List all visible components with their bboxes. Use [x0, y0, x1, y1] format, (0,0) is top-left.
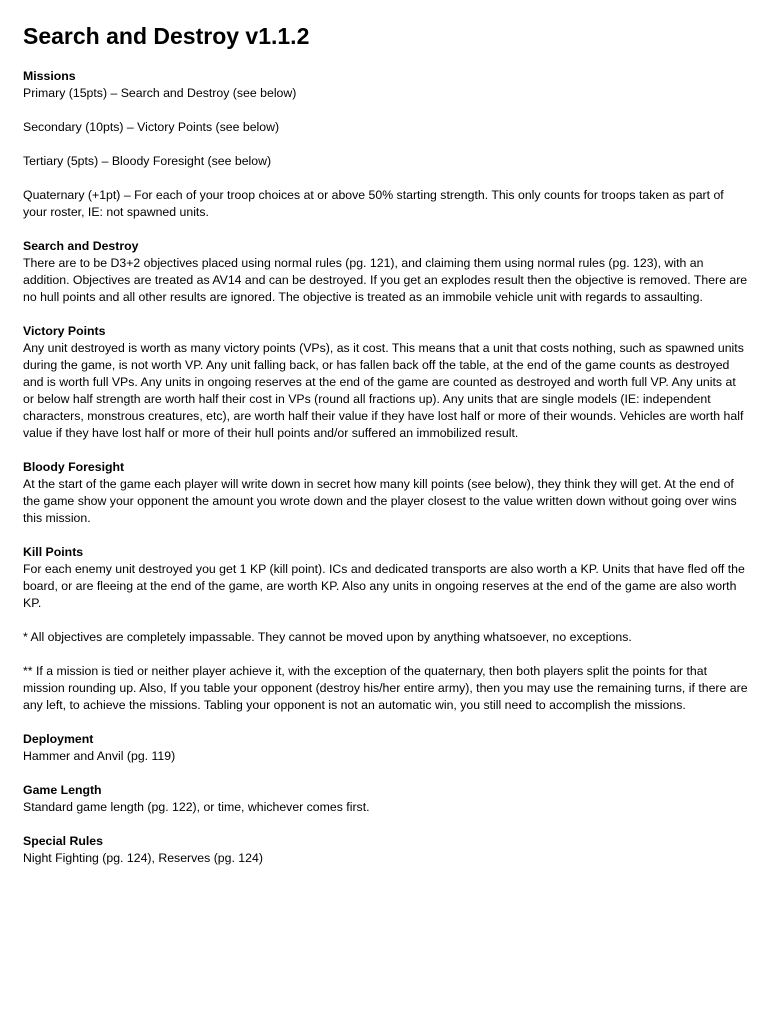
- victory-points-heading: Victory Points: [23, 324, 106, 338]
- document-page: [23, 20, 748, 884]
- search-and-destroy-section: [23, 238, 748, 306]
- kill-points-body: For each enemy unit destroyed you get 1 KP (kill point). ICs and dedicated transports are also worth a KP. Units that have fled off the board, or are fleeing at the end of the game, are worth KP. Also any units in ongoing reserves at the end of the game are also worth KP.: [23, 562, 745, 610]
- deployment-heading: Deployment: [23, 732, 94, 746]
- deployment-body: Hammer and Anvil (pg. 119): [23, 749, 176, 763]
- spacer: [23, 170, 748, 187]
- victory-points-section: [23, 323, 748, 442]
- tie-note-text: ** If a mission is tied or neither player achieve it, with the exception of the quaternary, then both players split the points for that mission rounding up. Also, If you table your opponent (destroy his/her entire army), then you may use the remaining turns, if there are any left, to achieve the missions. Tabling your opponent is not an automatic win, you still need to accomplish the missions.: [23, 664, 748, 712]
- special-rules-section: [23, 833, 748, 867]
- game-length-heading: Game Length: [23, 783, 102, 797]
- primary-mission: Primary (15pts) – Search and Destroy (see below): [23, 86, 297, 100]
- objective-note-text: * All objectives are completely impassable. They cannot be moved upon by anything whatsoever, no exceptions.: [23, 630, 632, 644]
- deployment-section: [23, 731, 748, 765]
- tertiary-mission: Tertiary (5pts) – Bloody Foresight (see below): [23, 154, 272, 168]
- bloody-foresight-body: At the start of the game each player will write down in secret how many kill points (see below), they think they will get. At the end of the game show your opponent the amount you wrote down and the player closest to the value written down without going over wins this mission.: [23, 477, 737, 525]
- document-title: Search and Destroy v1.1.2: [23, 23, 310, 49]
- search-and-destroy-body: There are to be D3+2 objectives placed using normal rules (pg. 121), and claiming them using normal rules (pg. 123), with an addition. Objectives are treated as AV14 and can be destroyed. If you get an explodes result then the objective is removed. There are no hull points and all other results are ignored. The objective is treated as an immobile vehicle unit with regards to assaulting.: [23, 256, 748, 304]
- kill-points-section: [23, 544, 748, 612]
- missions-heading: Missions: [23, 69, 76, 83]
- objective-note: [23, 629, 748, 646]
- game-length-body: Standard game length (pg. 122), or time, whichever comes first.: [23, 800, 370, 814]
- special-rules-body: Night Fighting (pg. 124), Reserves (pg. 124): [23, 851, 263, 865]
- game-length-section: [23, 782, 748, 816]
- bloody-foresight-section: [23, 459, 748, 527]
- victory-points-body: Any unit destroyed is worth as many victory points (VPs), as it cost. This means that a unit that costs nothing, such as spawned units during the game, is not worth VP. Any unit falling back, or has fallen back off the table, at the end of the game counts as destroyed and is worth full VPs. Any units in ongoing reserves at the end of the game are counted as destroyed and worth full VP. Any units at or below half strength are worth half their cost in VPs (round all fractions up). Any units that are single models (IE: independent characters, monstrous creatures, etc), are worth half their value if they have lost half or more of their wounds. Vehicles are worth half value if they have lost half or more of their hull points and/or suffered an immobilized result.: [23, 341, 744, 440]
- spacer: [23, 102, 748, 119]
- quaternary-mission: Quaternary (+1pt) – For each of your troop choices at or above 50% starting strength. This only counts for troops taken as part of your roster, IE: not spawned units.: [23, 188, 724, 219]
- missions-section: [23, 68, 748, 221]
- tie-note: [23, 663, 748, 714]
- search-and-destroy-heading: Search and Destroy: [23, 239, 139, 253]
- kill-points-heading: Kill Points: [23, 545, 84, 559]
- spacer: [23, 136, 748, 153]
- special-rules-heading: Special Rules: [23, 834, 103, 848]
- bloody-foresight-heading: Bloody Foresight: [23, 460, 125, 474]
- secondary-mission: Secondary (10pts) – Victory Points (see below): [23, 120, 280, 134]
